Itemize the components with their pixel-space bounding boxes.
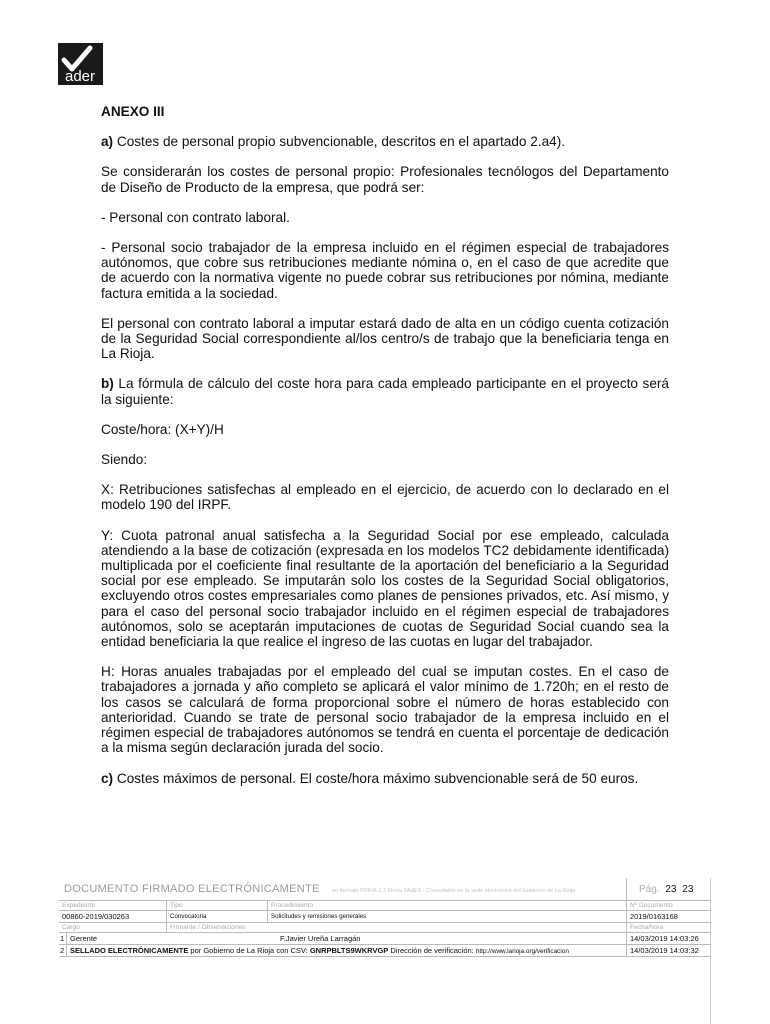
header-tipo: Tipo <box>167 901 268 910</box>
section-c-label: c) <box>101 770 114 786</box>
paragraph-alta: El personal con contrato laboral a imputar estará dado de alta en un código cuenta cotización de la Seguridad Social correspondiente al/los centro/s de trabajo que la beneficiaria tenga en La Rioja. <box>101 315 669 362</box>
signer-1-cargo: Gerente <box>70 934 98 943</box>
ndoc-value: 2019/0163168 <box>630 912 678 921</box>
logo-text: ader <box>64 68 96 85</box>
signer-2-date: 14/03/2019 14:03:32 <box>630 946 699 955</box>
footer-data-row-1 <box>59 910 711 922</box>
section-b <box>101 376 669 406</box>
footer-header-row-1 <box>59 900 711 910</box>
section-b-label: b) <box>101 376 114 392</box>
ader-logo <box>58 43 103 85</box>
tipo-value: Convocatoria <box>167 911 268 922</box>
ader-logo-icon <box>58 43 103 85</box>
siendo: Siendo: <box>101 452 148 468</box>
page-total: 23 <box>682 883 694 895</box>
page-number: 23 <box>665 883 677 895</box>
page-label: Pág. <box>639 883 660 895</box>
section-a <box>101 134 669 149</box>
signer-row-1 <box>59 932 711 944</box>
header-procedimiento: Procedimiento <box>268 901 627 910</box>
signer-1-date: 14/03/2019 14:03:26 <box>630 934 699 943</box>
signer-2-number: 2 <box>59 945 67 956</box>
paragraph-x: X: Retribuciones satisfechas al empleado en el ejercicio, de acuerdo con lo declarado en el modelo 190 del IRPF. <box>101 482 669 513</box>
signature-footer <box>59 878 711 957</box>
page-title: ANEXO III <box>101 104 165 119</box>
page-counter <box>627 884 711 895</box>
signer-1-number: 1 <box>59 933 67 944</box>
signed-doc-label: DOCUMENTO FIRMADO ELECTRÓNICAMENTE <box>64 883 320 895</box>
header-firmante: Firmante / Observaciones <box>167 923 627 932</box>
seal-text <box>67 945 627 956</box>
section-c-text: Costes máximos de personal. El coste/hora máximo subvencionable será de 50 euros. <box>113 770 639 786</box>
expediente-value: 00860-2019/030263 <box>59 911 167 922</box>
footer-header <box>59 878 711 900</box>
paragraph-socio: - Personal socio trabajador de la empresa incluido en el régimen especial de trabajadores autónomos, que cobre sus retribuciones mediante nómina o, en el caso de que acredite que de acuerdo con la normativa vigente no puede cobrar sus retribuciones por nómina, mediante factura emitida a la sociedad. <box>101 240 669 301</box>
header-expediente: Expediente <box>59 901 167 910</box>
section-a-text: Costes de personal propio subvencionable, descritos en el apartado 2.a4). <box>113 134 565 150</box>
paragraph-contract: - Personal con contrato laboral. <box>101 209 290 225</box>
header-fecha: Fecha/hora <box>630 924 664 931</box>
header-cargo: Cargo <box>59 923 167 932</box>
paragraph-y: Y: Cuota patronal anual satisfecha a la Seguridad Social por ese empleado, calculada atendiendo a la base de cotización (expresada en los modelos TC2 debidamente identificada) multiplicada por el coeficiente final resultante de la aportación del beneficiario a la Seguridad social por ese empleado. Se imputarán solo los costes de la Seguridad Social obligatorios, excluyendo otros costes empresariales como planes de pensiones privados, etc. Así mismo, y para el caso del personal socio trabajador incluido en el régimen especial de trabajadores autónomos, solo se aceptarán imputaciones de cuotas de Seguridad Social cuando sea la entidad beneficiaria la que realice el ingreso de las cuotas en lugar del trabajador. <box>101 527 669 650</box>
csv-code: GNRPBLTS9WKRVGP <box>309 946 389 955</box>
document-body <box>101 104 669 786</box>
seal-label: SELLADO ELECTRÓNICAMENTE <box>70 946 189 955</box>
verification-url[interactable]: http://www.larioja.org/verificacion <box>475 948 569 955</box>
formula: Coste/hora: (X+Y)/H <box>101 421 224 437</box>
paragraph-h: H: Horas anuales trabajadas por el empleado del cual se imputan costes. En el caso de trabajadores a jornada y año completo se aplicará el valor mínimo de 1.720h; en el resto de los casos se calculará de forma proporcional sobre el número de horas establecido con anterioridad. Cuando se trate de personal socio trabajador de la empresa incluido en el régimen especial de trabajadores autónomos se tendrá en cuenta el porcentaje de dedicación a la misma según declaración jurada del socio. <box>101 664 669 756</box>
section-a-label: a) <box>101 134 114 150</box>
signer-row-2 <box>59 944 711 957</box>
footer-doc-title <box>59 878 627 900</box>
section-b-text: La fórmula de cálculo del coste hora para cada empleado participante en el proyecto será la siguiente: <box>101 376 669 407</box>
header-ndoc: Nº Documento <box>630 902 673 909</box>
footer-header-row-2 <box>59 922 711 932</box>
procedimiento-value: Solicitudes y remisiones generales <box>268 911 627 922</box>
section-c <box>101 771 669 786</box>
signer-1-name: F.Javier Ureña Larragán <box>277 933 627 944</box>
paragraph-consider: Se considerarán los costes de personal propio: Profesionales tecnólogos del Departamento de Diseño de Producto de la empresa, que podrá ser: <box>101 164 669 195</box>
seal-by: por Gobierno de La Rioja con CSV: <box>188 946 310 955</box>
signed-doc-note: en formato PDF/A-1.7 Firma PAdES - Consultable en la sede electrónica del Gobierno de La Rioja <box>331 888 576 894</box>
verification-label: Dirección de verificación: <box>388 946 476 955</box>
